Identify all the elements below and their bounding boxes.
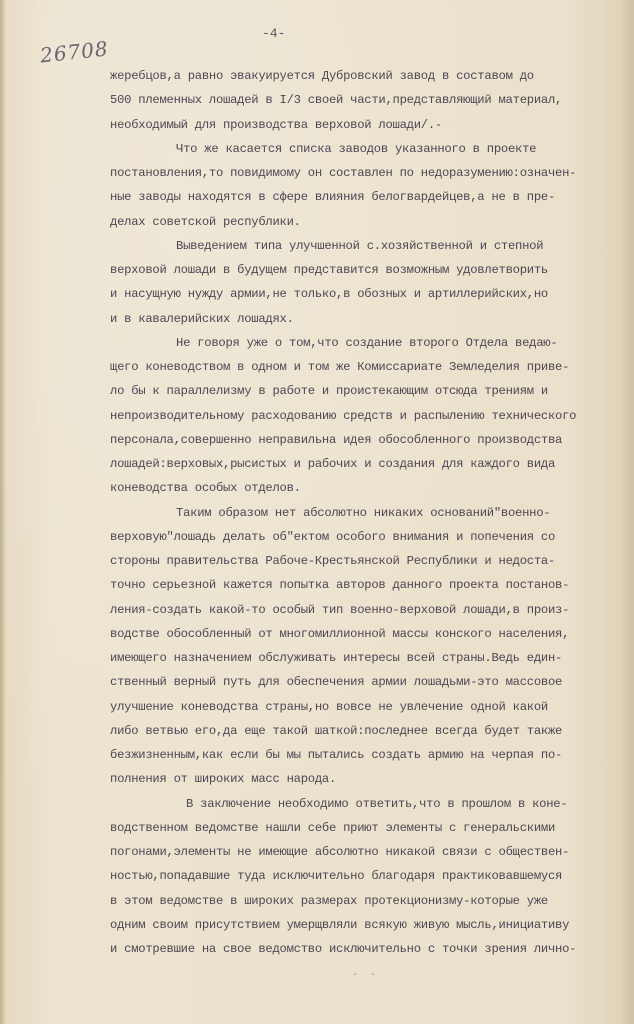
text-line: погонами,элементы не имеющие абсолютно никакой связи с обществен- [110,845,570,859]
text-line: верховой лошади в будущем представится возможным удовлетворить [110,263,548,277]
text-line: полнения от широких масс народа. [110,772,337,787]
paragraph-start: Что же касается списка заводов указанного в проекте [176,141,537,156]
text-line: безжизненным,как если бы мы пытались создать армию на черпая по- [110,748,563,762]
text-line: ные заводы находятся в сфере влияния белогвардейцев,а не в пре- [110,190,556,205]
text-line: делах советской республики. [110,214,301,229]
text-line: и в кавалерийских лошадях. [110,311,294,326]
paragraph-start: В заключение необходимо ответить,что в прошлом в коне- [186,796,568,811]
text-line: ло бы к параллелизму в работе и проистекающим отсюда трениям и [110,384,548,399]
text-line: и смотревшие на свое ведомство исключительно с точки зрения лично- [110,942,577,956]
text-line: и насущную нужду армии,не только,в обозных и артиллерийских,но [110,287,548,302]
text-line: водственном ведомстве нашли себе приют элементы с генеральскими [110,820,556,835]
text-line: ственный верный путь для обеспечения армии лошадьми-это массовое [110,675,563,690]
text-line: ностью,попадавшие туда исключительно благодаря практиковавшемуся [110,869,563,884]
text-line: улучшение коневодства страны,но вовсе не увлечение одной какой [110,699,548,714]
paragraph-start: Таким образом нет абсолютно никаких оснований"военно- [176,505,551,520]
text-line: непроизводительному расходованию средств и распылению технического [110,408,577,423]
text-line: ления-создать какой-то особый тип военно-верховой лошади,в произ- [110,602,570,617]
bleed-through-mark: · · [352,970,380,981]
text-line: водстве обособленный от многомиллионной массы конского населения, [110,626,570,641]
text-line: одним своим присутствием умерщвляли всякую живую мысль,инициативу [110,917,570,932]
archive-number: 26708 [38,36,110,68]
text-line: постановления,то повидимому он составлен по недоразумению:означен- [110,166,577,180]
paragraph-start: Не говоря уже о том,что создание второго Отдела ведаю- [176,335,558,350]
text-line: коневодства особых отделов. [110,481,301,496]
text-line: в этом ведомстве в широких размерах протекционизму-которые уже [110,893,548,908]
text-line: 500 племенных лошадей в I/3 своей части,представляющий материал, [110,93,563,108]
page-left-edge [0,0,6,1024]
text-line: либо ветвью его,да еще такой шаткой:последнее всегда будет также [110,723,563,738]
text-line: жеребцов,а равно эвакуируется Дубровский завод в составом до [110,69,534,83]
typed-text-body [110,64,630,961]
text-line: имеющего назначением обслуживать интересы всей страны.Ведь един- [110,651,563,665]
text-line: точно серьезной кажется попытка авторов данного проекта постанов- [110,578,570,593]
text-line: верховую"лошадь делать об"ектом особого внимания и попечения со [110,529,556,544]
paragraph-start: Выведением типа улучшенной с.хозяйственной и степной [176,238,544,253]
page-number: -4- [262,26,286,41]
text-line: необходимый для производства верховой лошади/.- [110,117,442,132]
text-line: щего коневодством в одном и том же Комиссариате Земледелия приве- [110,360,570,374]
text-line: лошадей:верховых,рысистых и рабочих и создания для каждого вида [110,457,556,471]
text-line: стороны правительства Рабоче-Крестьянской Республики и недоста- [110,554,556,568]
text-line: персонала,совершенно неправильна идея обособленного производства [110,432,563,447]
